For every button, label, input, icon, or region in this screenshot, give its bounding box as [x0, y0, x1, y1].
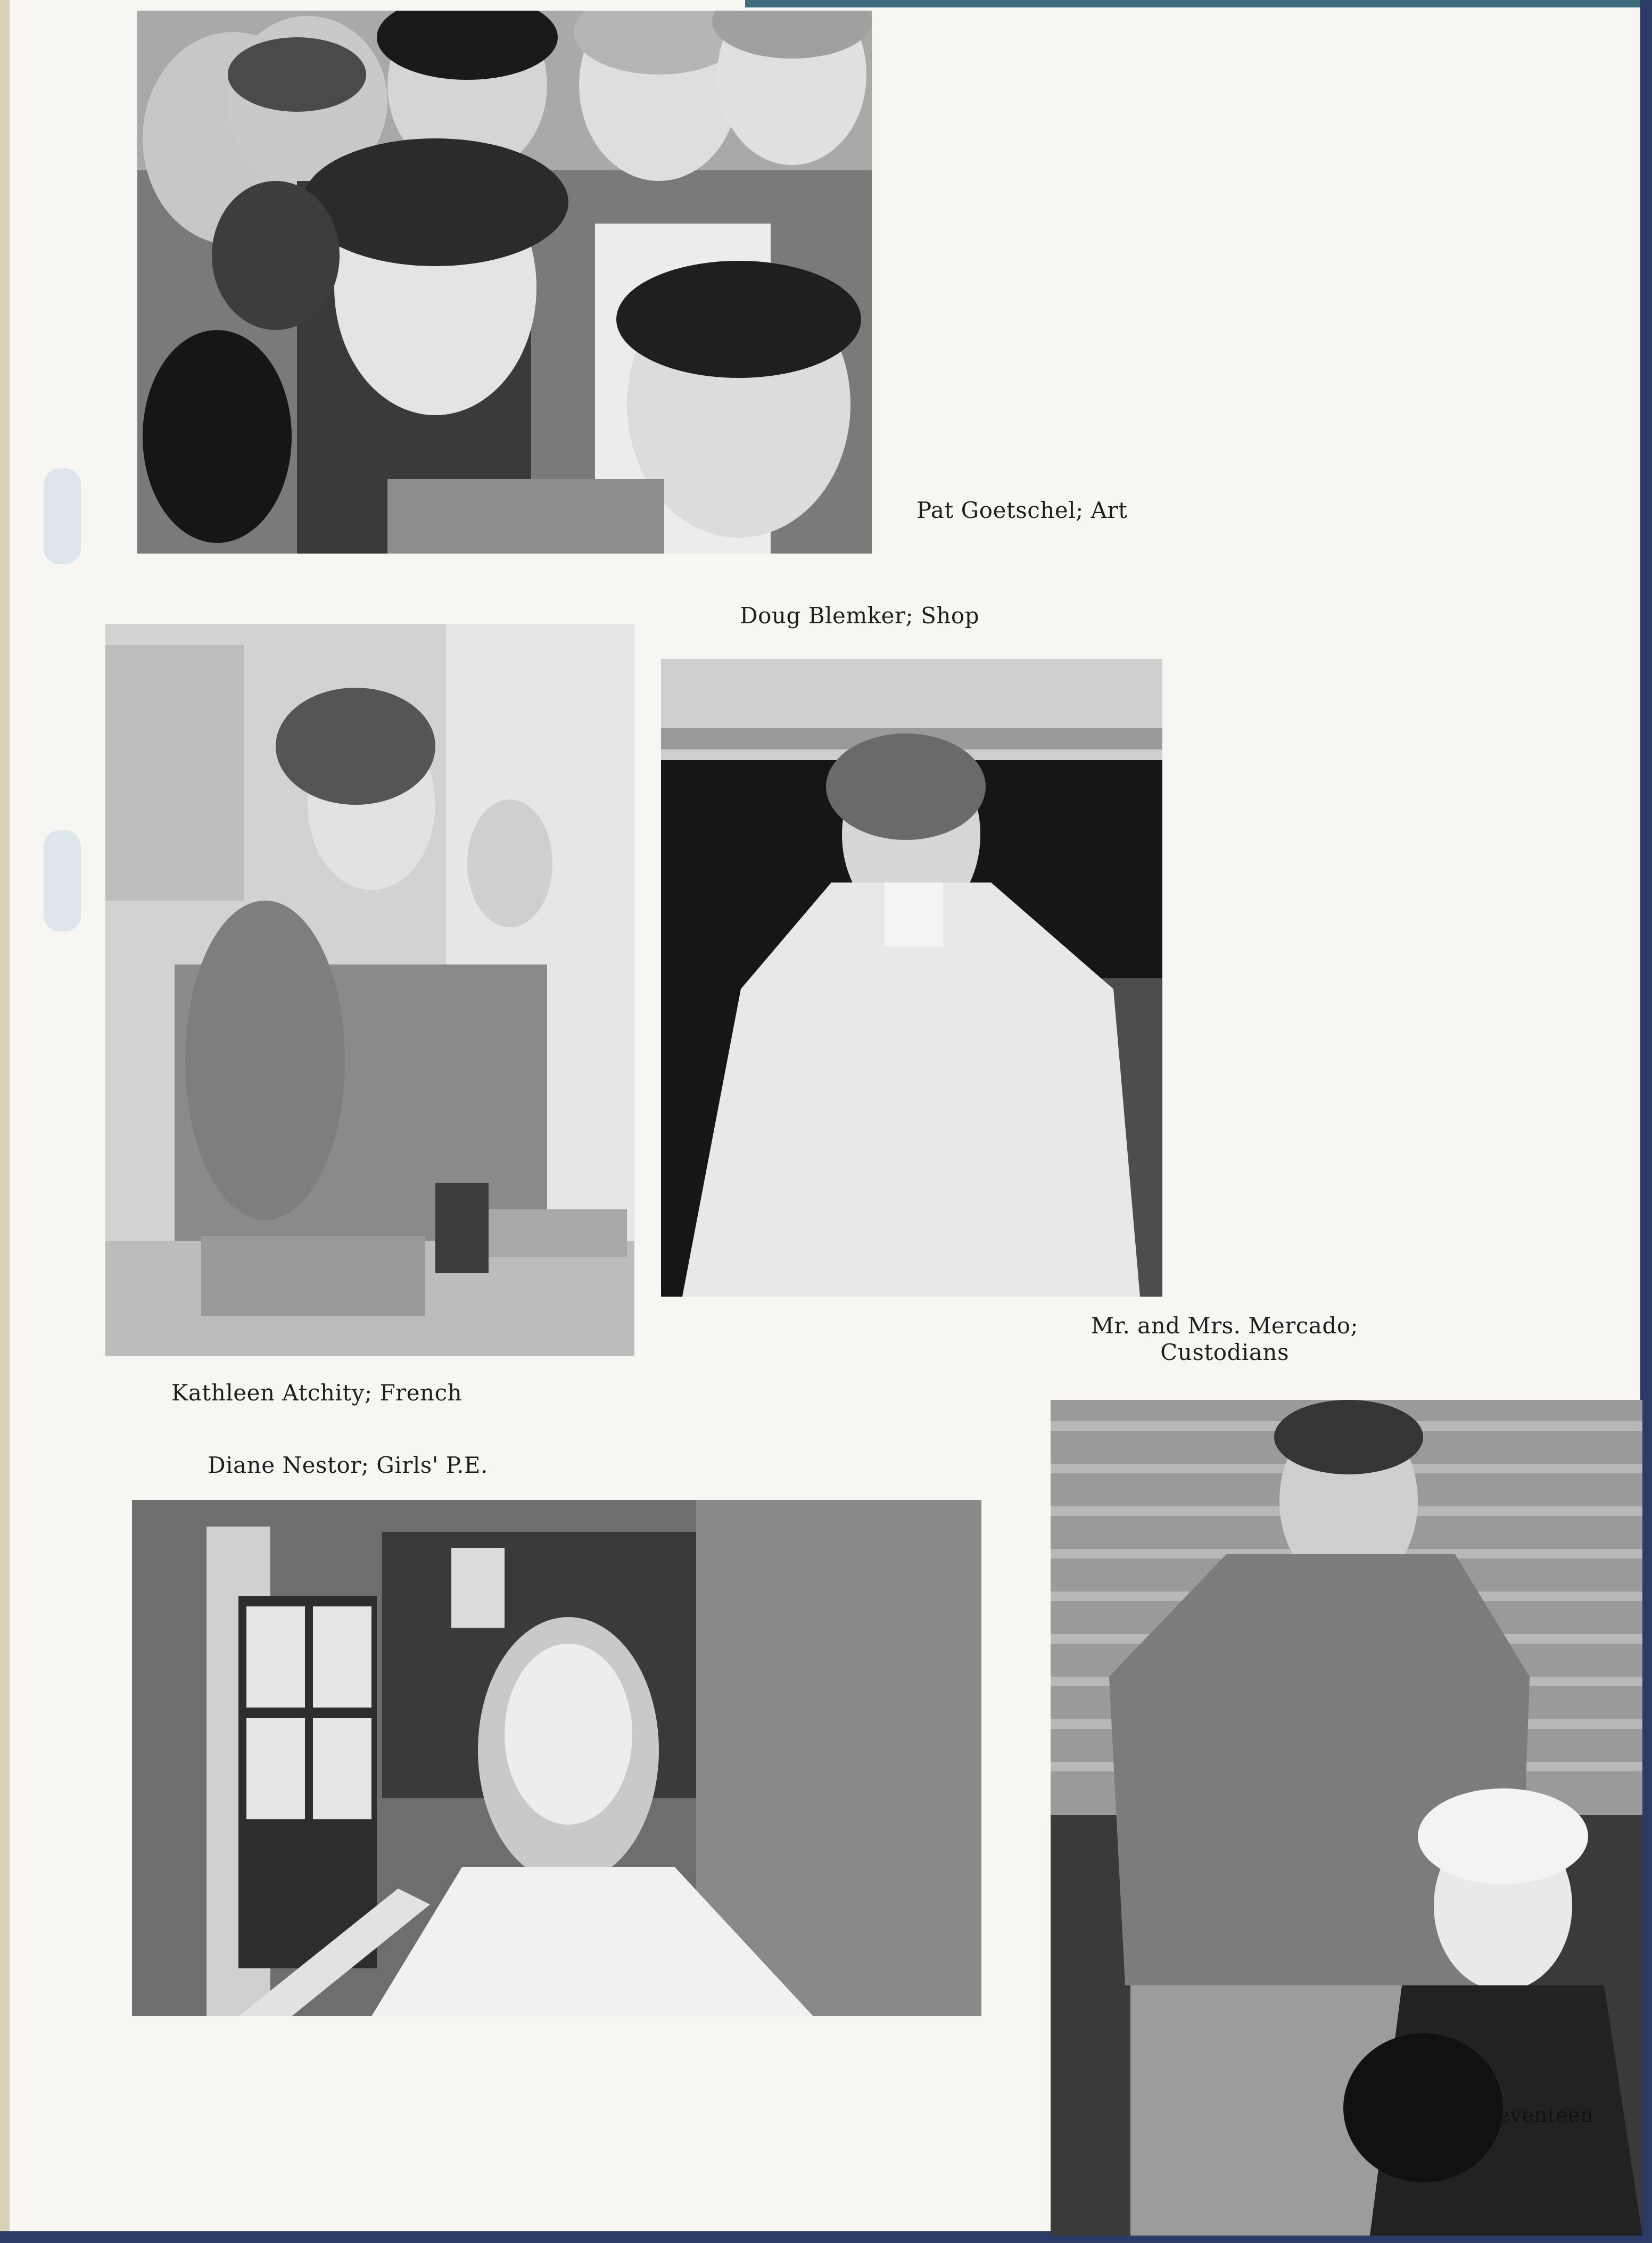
teacher-smiling-photo-icon — [132, 1500, 981, 2016]
teacher-standing-photo-icon — [661, 659, 1162, 1297]
page-stain — [44, 830, 81, 931]
caption-custodians — [1091, 1313, 1358, 1366]
photo-french-teacher — [105, 624, 634, 1356]
photo-shop-teacher — [661, 659, 1162, 1297]
page-binding-left — [0, 0, 10, 2243]
page-binding-top — [745, 0, 1652, 7]
caption-art: Pat Goetschel; Art — [916, 497, 1128, 523]
page-stain — [44, 468, 81, 564]
caption-pe: Diane Nestor; Girls' P.E. — [208, 1452, 488, 1478]
caption-shop: Doug Blemker; Shop — [740, 603, 980, 629]
caption-custodians-line2: Custodians — [1160, 1339, 1290, 1366]
teacher-at-desk-photo-icon — [105, 624, 634, 1356]
group-portrait-photo-icon — [137, 11, 872, 554]
caption-french: Kathleen Atchity; French — [171, 1380, 462, 1406]
page-number: Seventeen — [1484, 2104, 1594, 2127]
caption-custodians-line1: Mr. and Mrs. Mercado; — [1091, 1313, 1359, 1339]
photo-art-class — [137, 11, 872, 554]
photo-pe-teacher — [132, 1500, 981, 2016]
